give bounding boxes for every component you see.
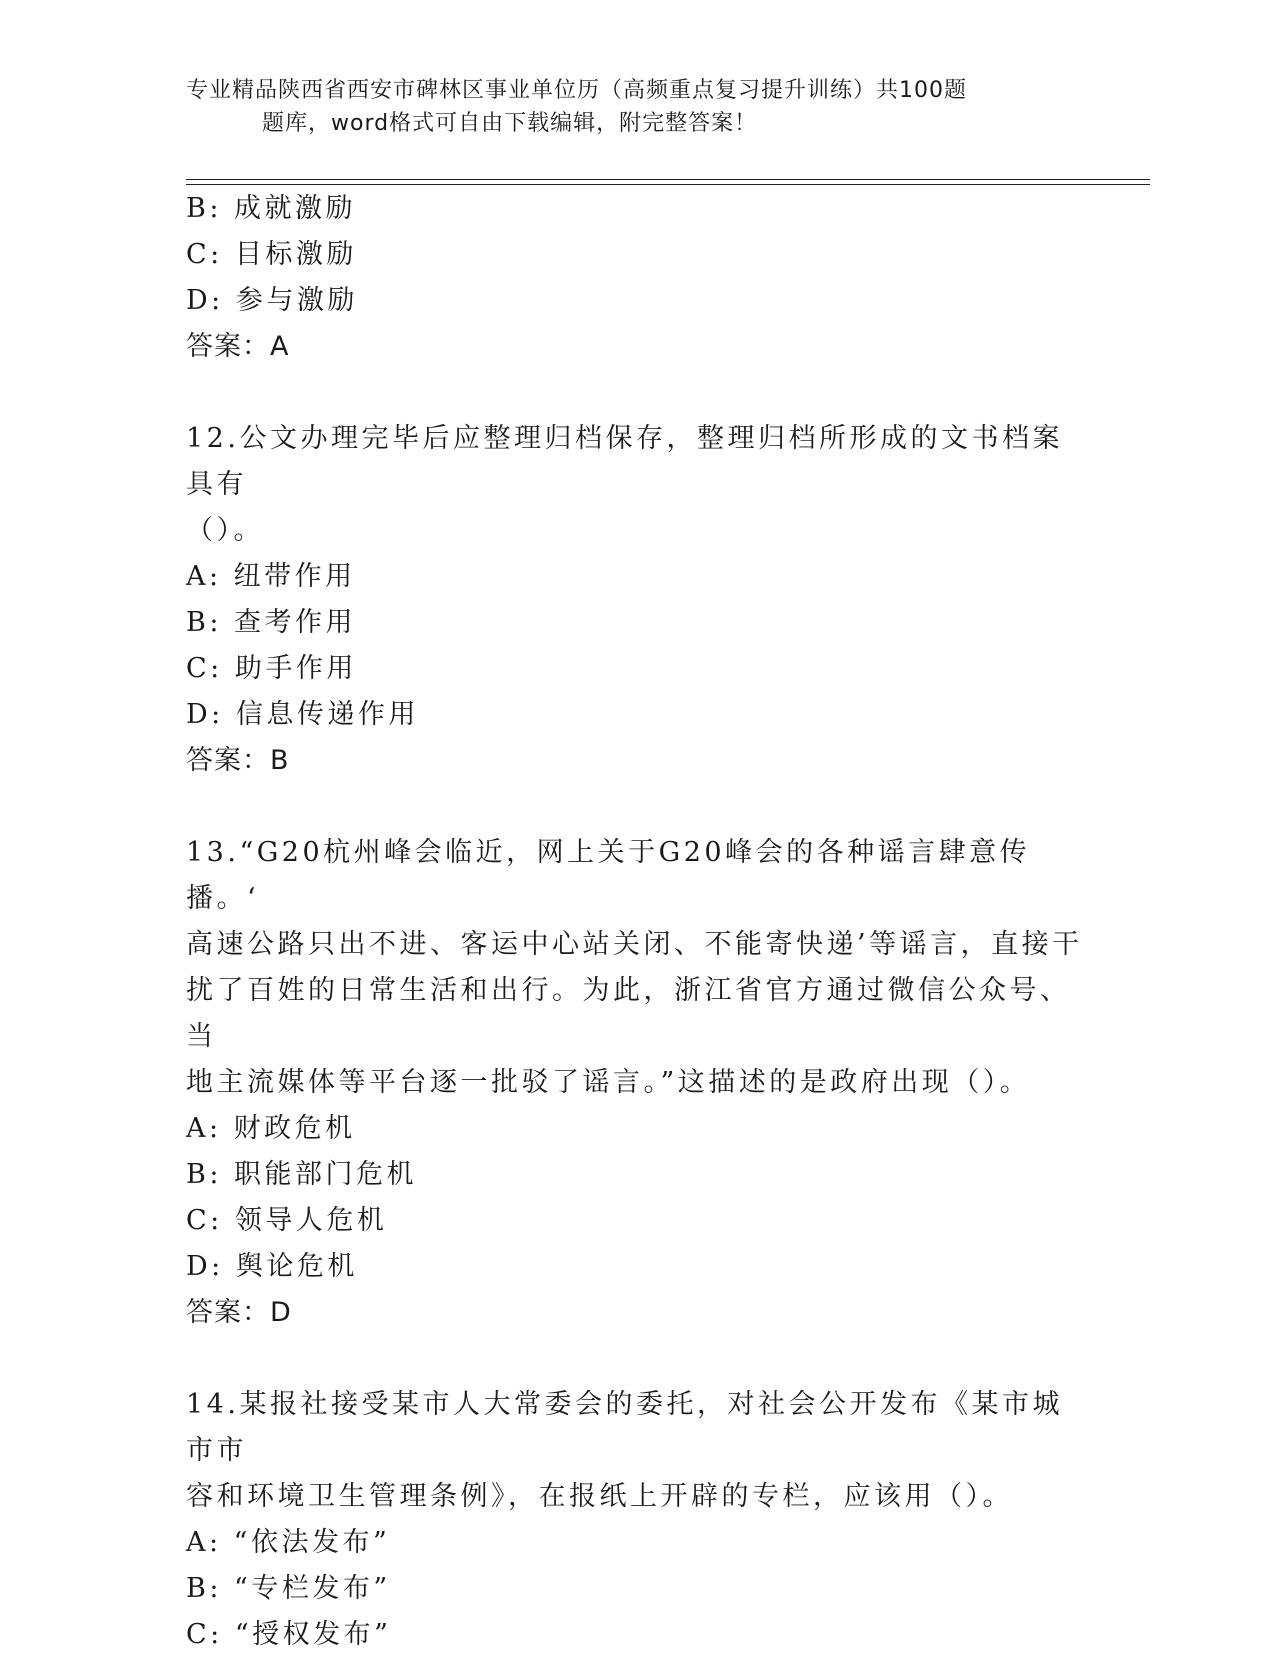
answer-line: 答案：D [186,1297,292,1328]
option-b: B: 成就激励 [186,193,357,224]
spacer [186,784,1086,830]
header-rule-top [186,179,1150,180]
spacer [186,1336,1086,1382]
answer-line: 答案：A [186,331,290,362]
option-c: C: 领导人危机 [186,1205,388,1236]
question-text-line: （）。 [186,515,264,546]
option-d: D: 参与激励 [186,285,358,316]
question-14 [186,1382,1086,1658]
option-a: A: 财政危机 [186,1113,356,1144]
question-text-line: 12.公文办理完毕后应整理归档保存，整理归档所形成的文书档案具有 [186,423,1063,500]
option-d: D: 信息传递作用 [186,699,419,730]
spacer [186,370,1086,416]
question-11-tail [186,186,1086,370]
document-header [186,74,1066,140]
header-title-line1: 专业精品陕西省西安市碑林区事业单位历（高频重点复习提升训练）共100题 [186,78,967,103]
option-a: A: “依法发布” [186,1527,391,1558]
option-c: C: “授权发布” [186,1619,392,1650]
header-rule-bottom [186,184,1150,185]
question-12 [186,416,1086,784]
option-a: A: 纽带作用 [186,561,356,592]
question-text-line: 高速公路只出不进、客运中心站关闭、不能寄快递’等谣言，直接干 [186,929,1083,960]
document-content [186,186,1086,1658]
option-b: B: 查考作用 [186,607,357,638]
answer-line: 答案：B [186,745,290,776]
question-text-line: 容和环境卫生管理条例》，在报纸上开辟的专栏，应该用（）。 [186,1481,1013,1512]
question-text-line: 扰了百姓的日常生活和出行。为此，浙江省官方通过微信公众号、当 [186,975,1071,1052]
question-text-line: 13.“G20杭州峰会临近，网上关于G20峰会的各种谣言肆意传播。‘ [186,837,1031,914]
header-title-line2: 题库，word格式可自由下载编辑，附完整答案！ [262,111,758,136]
question-text-line: 14.某报社接受某市人大常委会的委托，对社会公开发布《某市城市市 [186,1389,1063,1466]
option-c: C: 目标激励 [186,239,357,270]
option-c: C: 助手作用 [186,653,357,684]
option-b: B: 职能部门危机 [186,1159,418,1190]
option-b: B: “专栏发布” [186,1573,391,1604]
question-13 [186,830,1086,1336]
option-d: D: 舆论危机 [186,1251,358,1282]
question-text-line: 地主流媒体等平台逐一批驳了谣言。”这描述的是政府出现（）。 [186,1067,1031,1098]
